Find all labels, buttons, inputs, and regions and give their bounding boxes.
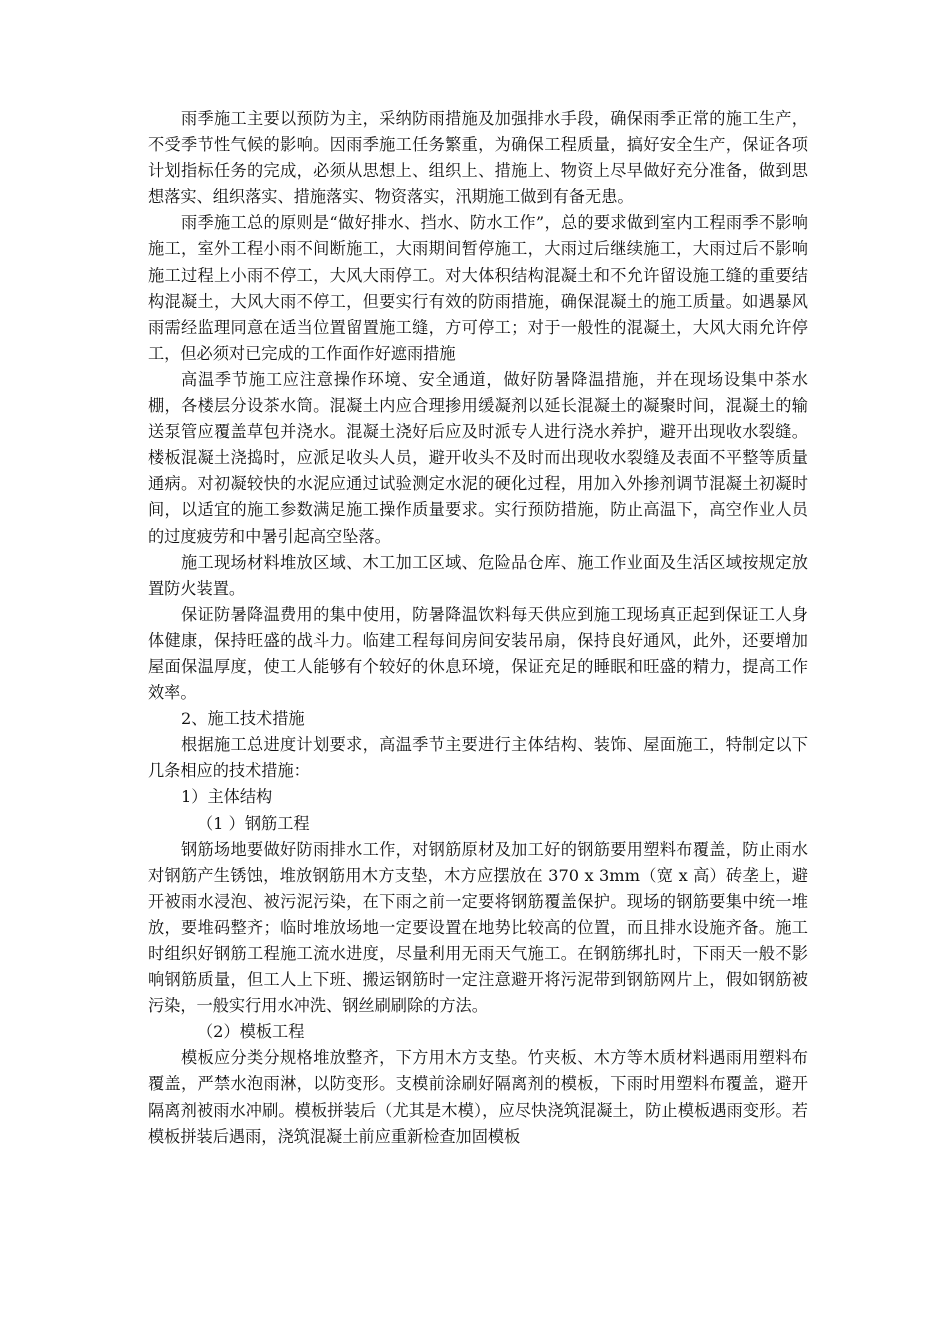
heading-technical-measures: 2、施工技术措施 — [181, 709, 305, 729]
paragraph-high-temperature-construction: 高温季节施工应注意操作环境、安全通道，做好防暑降温措施，并在现场设集中茶水棚，各楼层分设茶水筒。混凝土内应合理掺用缓凝剂以延长混凝土的凝聚时间，混凝土的输送泵管应覆盖草包并浇水。混凝土浇好后应及时派专人进行浇水养护，避开出现收水裂缝。楼板混凝土浇捣时，应派足收头人员，避开收头不及时而出现收水裂缝及表面不平整等质量通病。对初凝较快的水泥应通过试验测定水泥的硬化过程，用加入外掺剂调节混凝土初凝时间，以适宜的施工参数满足施工操作质量要求。实行预防措施，防止高温下，高空作业人员的过度疲劳和中暑引起高空坠落。 — [148, 369, 808, 546]
heading-main-structure: 1）主体结构 — [181, 787, 273, 807]
paragraph-fire-protection: 施工现场材料堆放区域、木工加工区域、危险品仓库、施工作业面及生活区域按规定放置防火装置。 — [148, 552, 808, 598]
body-text — [148, 106, 808, 1150]
paragraph-heatstroke-prevention: 保证防暑降温费用的集中使用，防暑降温饮料每天供应到施工现场真正起到保证工人身体健康，保持旺盛的战斗力。临建工程每间房间安装吊扇，保持良好通风，此外，还要增加屋面保温厚度，使工人能够有个较好的休息环境，保证充足的睡眠和旺盛的精力，提高工作效率。 — [148, 604, 808, 703]
paragraph-formwork: 模板应分类分规格堆放整齐，下方用木方支垫。竹夹板、木方等木质材料遇雨用塑料布覆盖，严禁水泡雨淋，以防变形。支模前涂刷好隔离剂的模板，下雨时用塑料布覆盖，避开隔离剂被雨水冲刷。模板拼装后（尤其是木模），应尽快浇筑混凝土，防止模板遇雨变形。若模板拼装后遇雨，浇筑混凝土前应重新检查加固模板 — [148, 1048, 808, 1146]
paragraph-rebar-works: 钢筋场地要做好防雨排水工作，对钢筋原材及加工好的钢筋要用塑料布覆盖，防止雨水对钢筋产生锈蚀，堆放钢筋用木方支垫，木方应摆放在 370 x 3mm（宽 x 高）砖垄上，避开被雨水浸泡、被污泥污染，在下雨之前一定要将钢筋覆盖保护。现场的钢筋要集中统一堆放，要堆码整齐；临时堆放场地一定要设置在地势比较高的位置，而且排水设施齐备。施工时组织好钢筋工程施工流水进度，尽量利用无雨天气施工。在钢筋绑扎时，下雨天一般不影响钢筋质量，但工人上下班、搬运钢筋时一定注意避开将污泥带到钢筋网片上，假如钢筋被污染，一般实行用水冲洗、钢丝刷刷除的方法。 — [148, 839, 808, 1016]
heading-formwork: （2）模板工程 — [197, 1022, 305, 1042]
paragraph-rainy-season-principles: 雨季施工总的原则是“做好排水、挡水、防水工作”，总的要求做到室内工程雨季不影响施工，室外工程小雨不间断施工，大雨期间暂停施工，大雨过后继续施工，大雨过后不影响施工过程上小雨不停工，大风大雨停工。对大体积结构混凝土和不允许留设施工缝的重要结构混凝土，大风大雨不停工，但要实行有效的防雨措施，确保混凝土的施工质量。如遇暴风雨需经监理同意在适当位置留置施工缝，方可停工；对于一般性的混凝土，大风大雨允许停工，但必须对已完成的工作面作好遮雨措施 — [148, 213, 808, 363]
paragraph-technical-measures-intro: 根据施工总进度计划要求，高温季节主要进行主体结构、装饰、屋面施工，特制定以下几条相应的技术措施： — [148, 735, 808, 781]
paragraph-rainy-season-prevention: 雨季施工主要以预防为主，采纳防雨措施及加强排水手段，确保雨季正常的施工生产，不受季节性气候的影响。因雨季施工任务繁重，为确保工程质量，搞好安全生产，保证各项计划指标任务的完成，必须从思想上、组织上、措施上、物资上尽早做好充分准备，做到思想落实、组织落实、措施落实、物资落实，汛期施工做到有备无患。 — [148, 109, 808, 207]
heading-rebar-works: （1 ）钢筋工程 — [197, 813, 310, 833]
